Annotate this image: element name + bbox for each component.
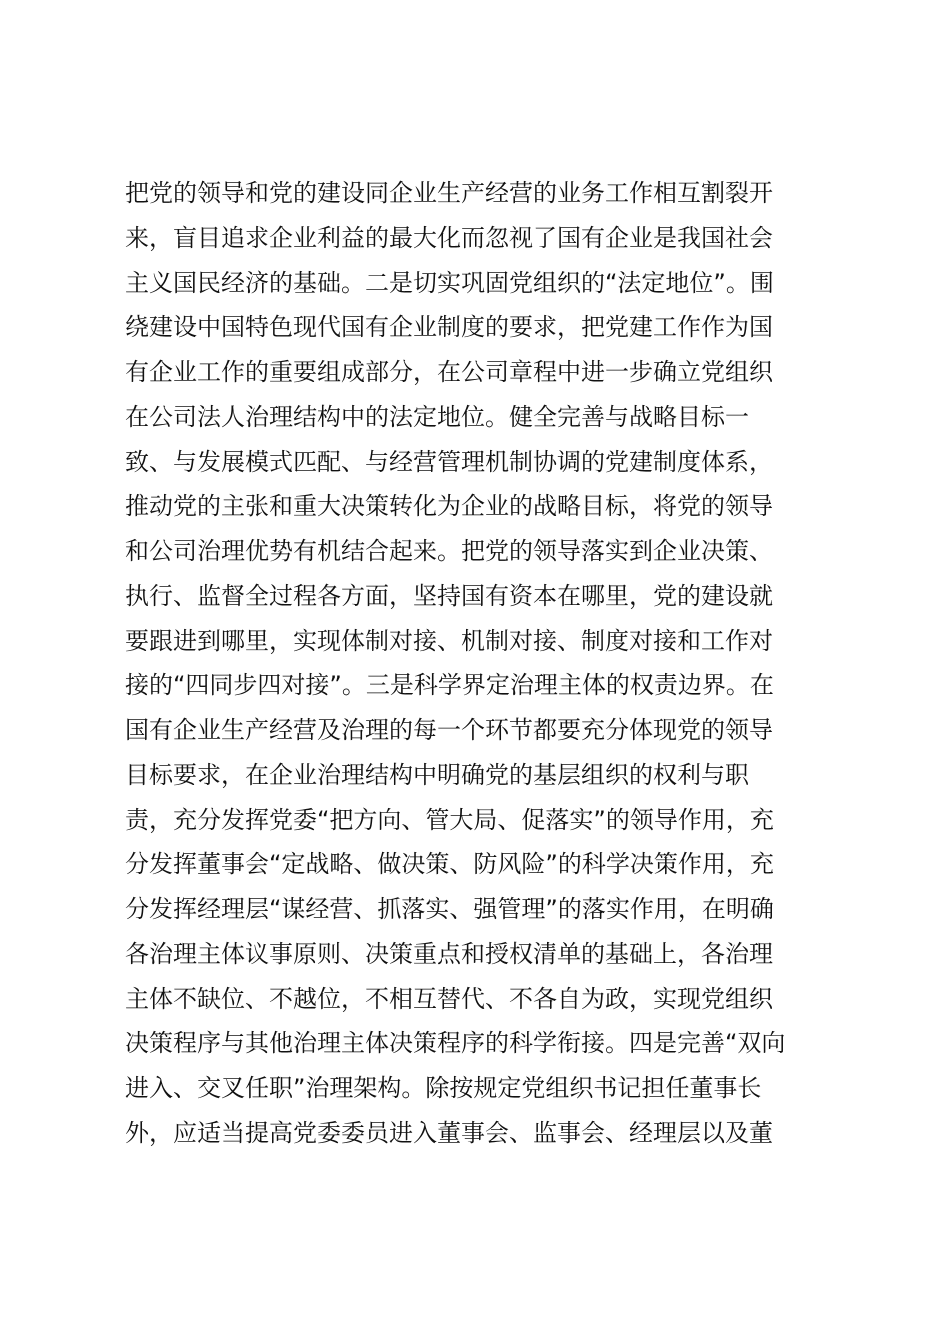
text-line: 来，盲目追求企业利益的最大化而忽视了国有企业是我国社会 bbox=[125, 223, 773, 252]
text-line: 主体不缺位、不越位，不相互替代、不各自为政，实现党组织 bbox=[125, 984, 773, 1013]
text-line: 进入、交叉任职”治理架构。除按规定党组织书记担任董事长 bbox=[125, 1074, 762, 1102]
text-line: 目标要求，在企业治理结构中明确党的基层组织的权利与职 bbox=[125, 760, 749, 789]
text-line: 执行、监督全过程各方面，坚持国有资本在哪里，党的建设就 bbox=[125, 581, 773, 610]
text-line: 各治理主体议事原则、决策重点和授权清单的基础上，各治理 bbox=[125, 939, 773, 968]
text-line: 国有企业生产经营及治理的每一个环节都要充分体现党的领导 bbox=[125, 716, 773, 744]
text-line: 分发挥经理层“谋经营、抓落实、强管理”的落实作用，在明确 bbox=[125, 895, 774, 923]
text-line: 外，应适当提高党委委员进入董事会、监事会、经理层以及董 bbox=[125, 1118, 773, 1147]
text-line: 有企业工作的重要组成部分，在公司章程中进一步确立党组织 bbox=[125, 358, 773, 386]
text-line: 和公司治理优势有机结合起来。把党的领导落实到企业决策、 bbox=[125, 537, 773, 565]
text-line: 分发挥董事会“定战略、做决策、防风险”的科学决策作用，充 bbox=[125, 850, 774, 879]
text-line: 推动党的主张和重大决策转化为企业的战略目标，将党的领导 bbox=[125, 492, 773, 521]
text-line: 致、与发展模式匹配、与经营管理机制协调的党建制度体系， bbox=[125, 447, 773, 476]
text-line: 责，充分发挥党委“把方向、管大局、促落实”的领导作用，充 bbox=[125, 805, 774, 834]
text-line: 主义国民经济的基础。二是切实巩固党组织的“法定地位”。围 bbox=[125, 268, 774, 297]
text-line: 要跟进到哪里，实现体制对接、机制对接、制度对接和工作对 bbox=[125, 626, 773, 655]
text-line: 在公司法人治理结构中的法定地位。健全完善与战略目标一 bbox=[125, 402, 749, 431]
text-line: 决策程序与其他治理主体决策程序的科学衔接。四是完善“双向 bbox=[125, 1029, 786, 1058]
body-paragraph bbox=[125, 171, 830, 1156]
text-line: 接的“四同步四对接”。三是科学界定治理主体的权责边界。在 bbox=[125, 671, 774, 700]
text-line: 把党的领导和党的建设同企业生产经营的业务工作相互割裂开 bbox=[125, 179, 773, 207]
text-line: 绕建设中国特色现代国有企业制度的要求，把党建工作作为国 bbox=[125, 313, 773, 342]
